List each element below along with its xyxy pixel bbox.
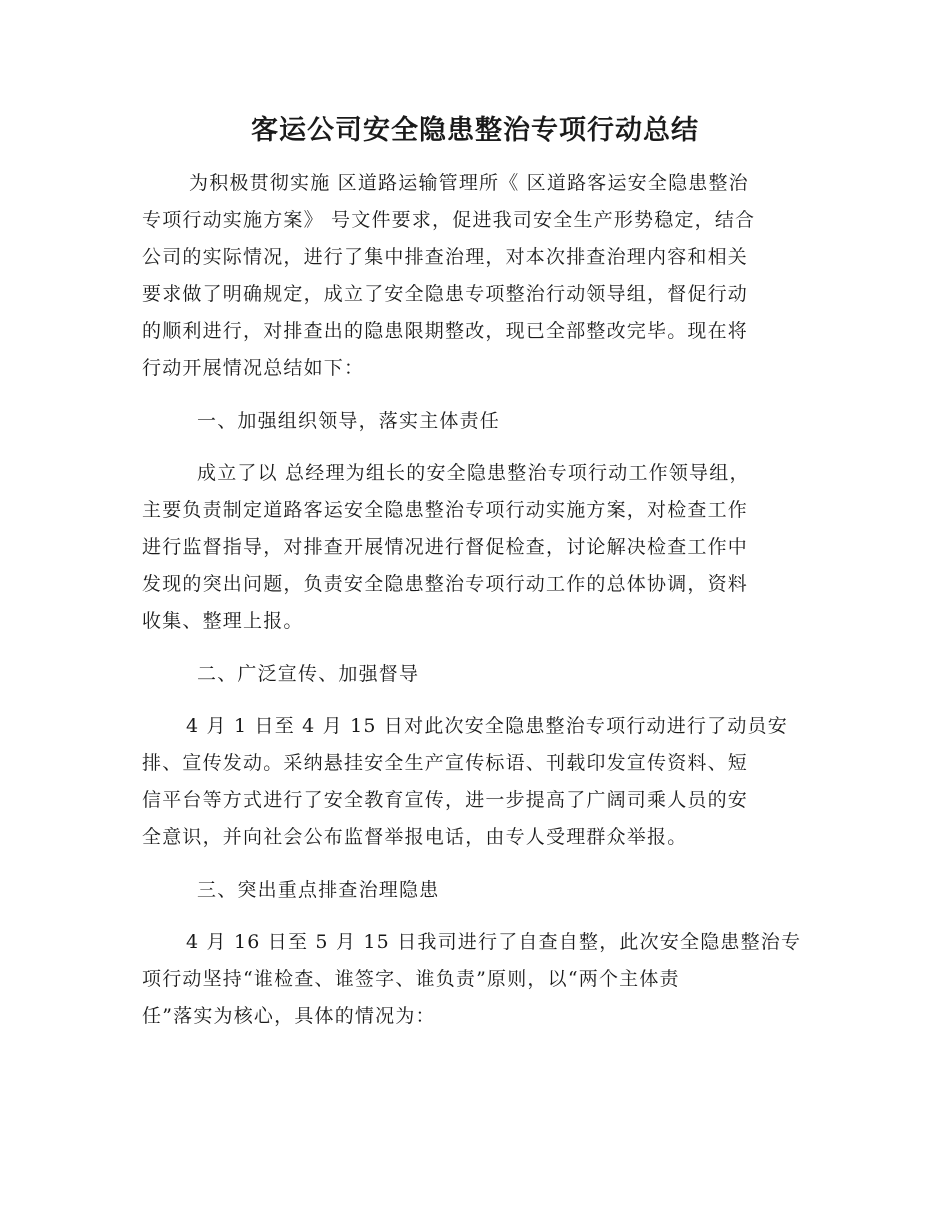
- paragraph-line: 4 月 16 日至 5 月 15 日我司进行了自查自整，此次安全隐患整治专: [186, 931, 802, 953]
- document-title: 客运公司安全隐患整治专项行动总结: [251, 115, 699, 146]
- section-heading: 一、加强组织领导，落实主体责任: [197, 410, 501, 432]
- section-heading: 三、突出重点排查治理隐患: [197, 879, 440, 901]
- paragraph-line: 发现的突出问题，负责安全隐患整治专项行动工作的总体协调，资料: [142, 573, 749, 595]
- paragraph-line: 4 月 1 日至 4 月 15 日对此次安全隐患整治专项行动进行了动员安: [186, 715, 788, 737]
- paragraph-line: 要求做了明确规定，成立了安全隐患专项整治行动领导组，督促行动: [142, 283, 749, 305]
- paragraph-line: 排、宣传发动。采纳悬挂安全生产宣传标语、刊载印发宣传资料、短: [142, 752, 749, 774]
- paragraph-line: 专项行动实施方案》 号文件要求，促进我司安全生产形势稳定，结合: [142, 209, 756, 231]
- section-heading: 二、广泛宣传、加强督导: [197, 663, 420, 685]
- paragraph-line: 主要负责制定道路客运安全隐患整治专项行动实施方案，对检查工作: [142, 499, 749, 521]
- paragraph-line: 全意识，并向社会公布监督举报电话，由专人受理群众举报。: [142, 826, 688, 848]
- paragraph-line: 成立了以 总经理为组长的安全隐患整治专项行动工作领导组，: [197, 462, 750, 484]
- paragraph-line: 行动开展情况总结如下：: [142, 357, 365, 379]
- paragraph-line: 的顺利进行，对排查出的隐患限期整改，现已全部整改完毕。现在将: [142, 320, 749, 342]
- paragraph-line: 项行动坚持“谁检查、谁签字、谁负责”原则，以“两个主体责: [142, 968, 680, 990]
- paragraph-line: 为积极贯彻实施 区道路运输管理所《 区道路客运安全隐患整治: [189, 172, 749, 194]
- paragraph-line: 进行监督指导，对排查开展情况进行督促检查，讨论解决检查工作中: [142, 536, 749, 558]
- paragraph-line: 公司的实际情况，进行了集中排查治理，对本次排查治理内容和相关: [142, 246, 749, 268]
- paragraph-line: 收集、整理上报。: [142, 610, 304, 632]
- paragraph-line: 信平台等方式进行了安全教育宣传，进一步提高了广阔司乘人员的安: [142, 789, 749, 811]
- paragraph-line: 任”落实为核心，具体的情况为：: [142, 1005, 436, 1027]
